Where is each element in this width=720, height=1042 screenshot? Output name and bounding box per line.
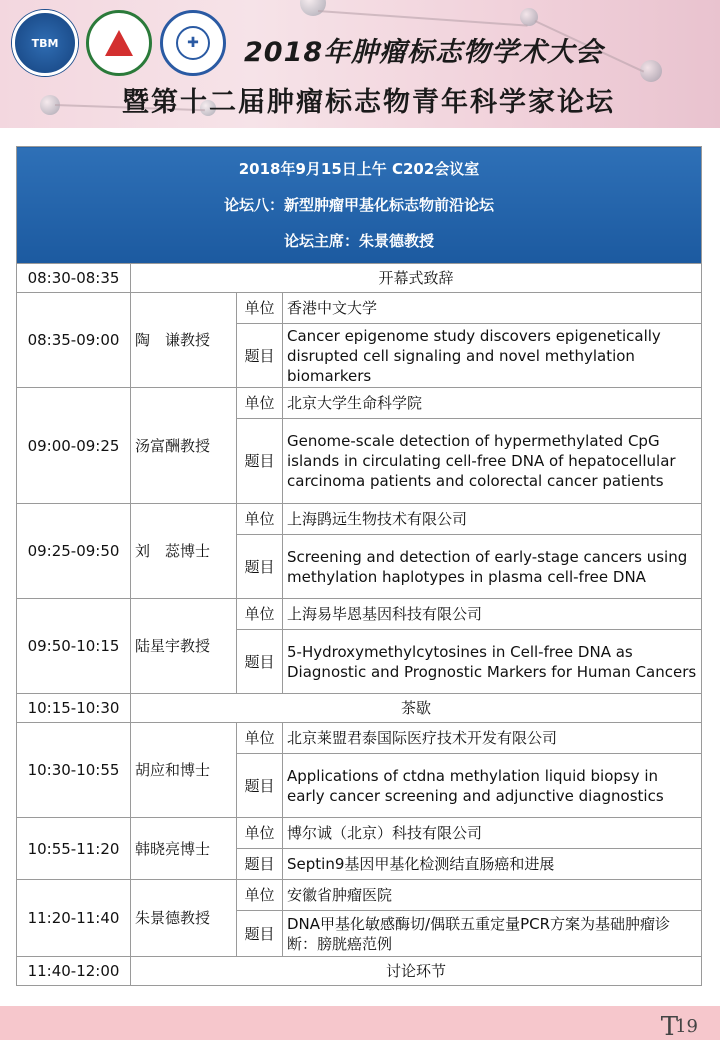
time-slot: 11:20-11:40: [17, 880, 131, 957]
time-slot: 08:30-08:35: [17, 264, 131, 293]
schedule-table: [16, 146, 702, 986]
talk-topic: Screening and detection of early-stage cancers using methylation haplotypes in plasma cell-free DNA: [283, 535, 702, 599]
session-chair: 论坛主席：朱景德教授: [284, 232, 435, 250]
speaker-name: 胡应和博士: [131, 723, 237, 818]
speaker-unit: 香港中文大学: [283, 293, 702, 324]
talk-topic: DNA甲基化敏感酶切/偶联五重定量PCR方案为基础肿瘤诊断：膀胱癌范例: [283, 911, 702, 957]
unit-label: 单位: [237, 880, 283, 911]
table-row: [17, 723, 702, 754]
time-slot: 08:35-09:00: [17, 293, 131, 388]
table-row: [17, 957, 702, 986]
table-row: [17, 388, 702, 419]
speaker-name: 韩晓亮博士: [131, 818, 237, 880]
molecule-decoration: [300, 0, 326, 16]
talk-topic: Genome-scale detection of hypermethylated CpG islands in circulating cell-free DNA of hepatocellular carcinoma patients and colorectal cancer patients: [283, 419, 702, 504]
unit-label: 单位: [237, 723, 283, 754]
speaker-unit: 上海鹍远生物技术有限公司: [283, 504, 702, 535]
speaker-name: 汤富酬教授: [131, 388, 237, 504]
emblem-icon: ✚: [176, 26, 210, 60]
unit-label: 单位: [237, 504, 283, 535]
header-banner: [0, 0, 720, 128]
table-row: [17, 599, 702, 630]
conference-subtitle: 暨第十二届肿瘤标志物青年科学家论坛: [122, 87, 615, 118]
topic-label: 题目: [237, 324, 283, 388]
time-slot: 10:55-11:20: [17, 818, 131, 880]
event-label: 开幕式致辞: [131, 264, 702, 293]
session-datetime-room: 2018年9月15日上午 C202会议室: [238, 160, 480, 178]
footer-bar: [0, 1006, 720, 1040]
time-slot: 10:30-10:55: [17, 723, 131, 818]
table-row: [17, 504, 702, 535]
talk-topic: 5-Hydroxymethylcytosines in Cell-free DNA as Diagnostic and Prognostic Markers for Human Cancers: [283, 630, 702, 694]
session-header: [17, 147, 702, 264]
speaker-unit: 安徽省肿瘤医院: [283, 880, 702, 911]
zhengzhou-university-logo: [86, 10, 152, 76]
table-row: [17, 264, 702, 293]
topic-label: 题目: [237, 630, 283, 694]
speaker-name: 刘 蕊博士: [131, 504, 237, 599]
speaker-name: 陆星宇教授: [131, 599, 237, 694]
china-anti-cancer-association-logo: [160, 10, 226, 76]
talk-topic: Applications of ctdna methylation liquid biopsy in early cancer screening and adjunctive diagnostics: [283, 754, 702, 818]
speaker-unit: 上海易毕恩基因科技有限公司: [283, 599, 702, 630]
speaker-unit: 博尔诚（北京）科技有限公司: [283, 818, 702, 849]
session-forum-title: 论坛八：新型肿瘤甲基化标志物前沿论坛: [224, 196, 495, 214]
speaker-unit: 北京大学生命科学院: [283, 388, 702, 419]
table-row: [17, 293, 702, 324]
time-slot: 09:25-09:50: [17, 504, 131, 599]
event-label: 茶歇: [131, 694, 702, 723]
conference-title: 2018年肿瘤标志物学术大会: [244, 37, 604, 68]
tbm-logo: [12, 10, 78, 76]
unit-label: 单位: [237, 388, 283, 419]
time-slot: 10:15-10:30: [17, 694, 131, 723]
table-row: [17, 818, 702, 849]
table-row: [17, 694, 702, 723]
topic-label: 题目: [237, 911, 283, 957]
topic-label: 题目: [237, 535, 283, 599]
topic-label: 题目: [237, 419, 283, 504]
topic-label: 题目: [237, 849, 283, 880]
speaker-name: 陶 谦教授: [131, 293, 237, 388]
unit-label: 单位: [237, 293, 283, 324]
tbm-logo-text: TBM: [31, 36, 59, 50]
bond-decoration: [318, 10, 528, 27]
event-label: 讨论环节: [131, 957, 702, 986]
page-number: [661, 1012, 698, 1042]
topic-label: 题目: [237, 754, 283, 818]
molecule-decoration: [520, 8, 538, 26]
speaker-unit: 北京莱盟君泰国际医疗技术开发有限公司: [283, 723, 702, 754]
unit-label: 单位: [237, 599, 283, 630]
time-slot: 09:50-10:15: [17, 599, 131, 694]
logo-group: [12, 10, 226, 76]
unit-label: 单位: [237, 818, 283, 849]
page-number-value: 19: [675, 1016, 698, 1037]
time-slot: 11:40-12:00: [17, 957, 131, 986]
talk-topic: Cancer epigenome study discovers epigenetically disrupted cell signaling and novel methylation biomarkers: [283, 324, 702, 388]
table-row: [17, 880, 702, 911]
speaker-name: 朱景德教授: [131, 880, 237, 957]
talk-topic: Septin9基因甲基化检测结直肠癌和进展: [283, 849, 702, 880]
time-slot: 09:00-09:25: [17, 388, 131, 504]
session-header-row: [17, 147, 702, 264]
star-icon: [105, 30, 133, 56]
page-mark: T: [660, 1012, 679, 1042]
